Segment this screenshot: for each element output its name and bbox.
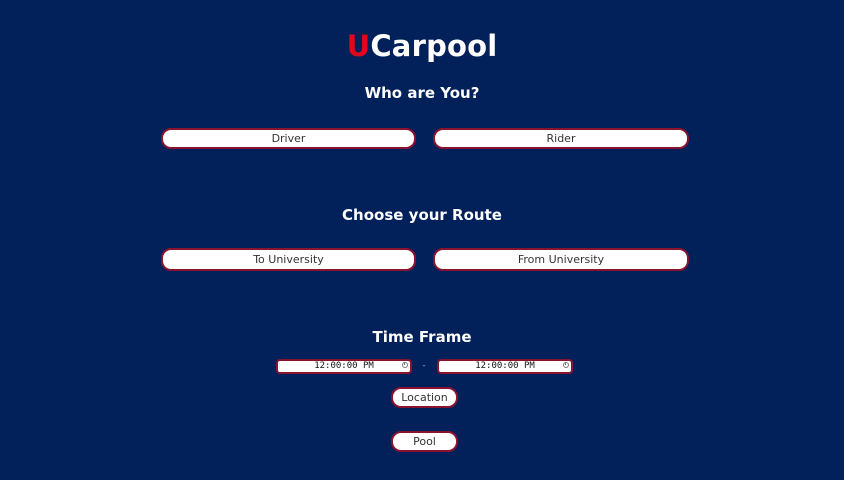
end-time-value: 12:00:00 PM (475, 361, 535, 371)
logo-letter-u: U (346, 29, 371, 63)
logo-text: Carpool (370, 29, 498, 63)
pool-button[interactable]: Pool (391, 431, 458, 452)
location-button[interactable]: Location (391, 387, 458, 408)
from-university-button[interactable]: From University (433, 248, 689, 271)
role-heading: Who are You? (364, 84, 480, 102)
route-heading: Choose your Route (342, 206, 502, 224)
clock-icon[interactable] (402, 362, 408, 368)
clock-icon[interactable] (563, 362, 569, 368)
end-time-input[interactable] (437, 359, 573, 374)
driver-button[interactable]: Driver (161, 128, 416, 149)
app-logo (0, 28, 844, 64)
start-time-value: 12:00:00 PM (314, 361, 374, 371)
to-university-button[interactable]: To University (161, 248, 416, 271)
rider-button[interactable]: Rider (433, 128, 689, 149)
time-separator: - (422, 361, 426, 371)
start-time-input[interactable] (276, 359, 412, 374)
time-frame-heading: Time Frame (372, 328, 472, 346)
